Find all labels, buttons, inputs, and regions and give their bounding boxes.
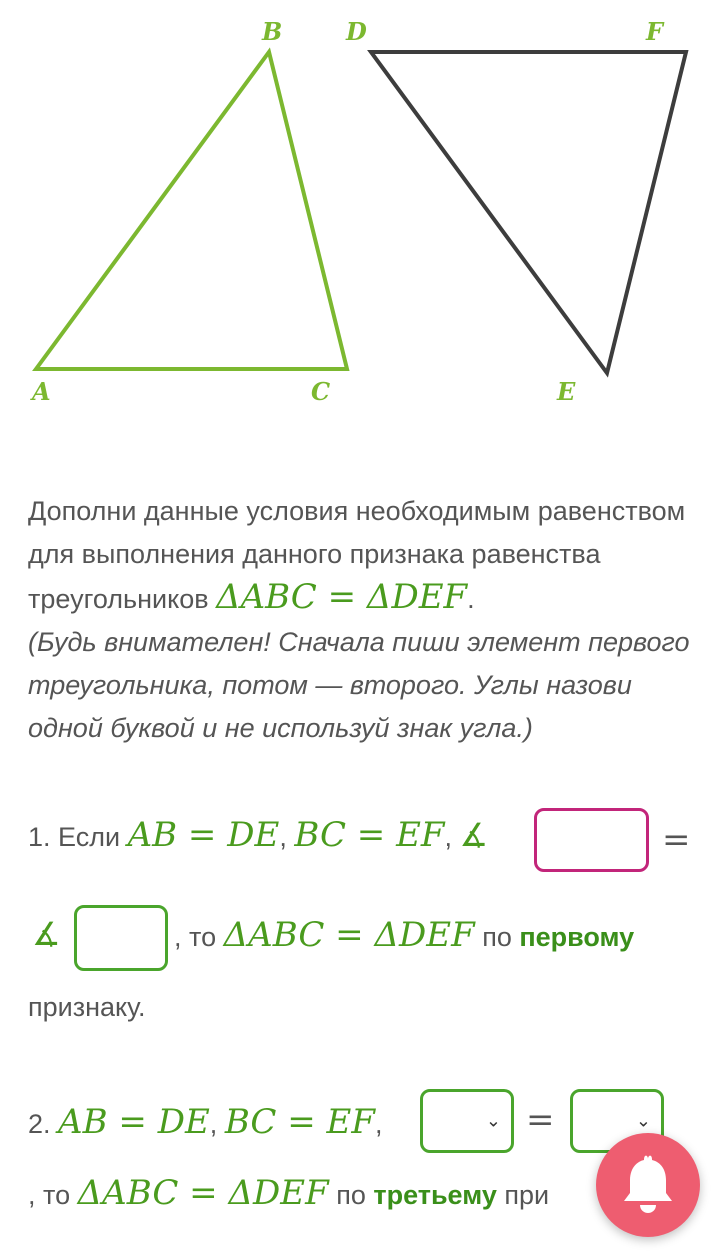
item1-line2 xyxy=(174,915,634,955)
triangle-abc xyxy=(36,52,347,369)
task-period: . xyxy=(467,584,475,614)
first-criterion-link[interactable]: первому xyxy=(519,922,635,952)
item2-tail: при xyxy=(504,1180,550,1210)
angle-icon: ∡ xyxy=(459,817,489,853)
task-formula: ΔABC = ΔDEF xyxy=(216,577,468,617)
item2-comma1: , xyxy=(209,1109,218,1139)
chevron-down-icon: ⌄ xyxy=(485,1110,501,1131)
angle-icon-2: ∡ xyxy=(32,916,61,952)
item1-formula: ΔABC = ΔDEF xyxy=(223,915,475,955)
label-f: F xyxy=(646,17,664,46)
item1-po: по xyxy=(482,922,512,952)
triangles-diagram xyxy=(0,0,720,440)
item1-equals: = xyxy=(662,820,691,860)
angle-input-1[interactable] xyxy=(534,808,649,872)
label-c: C xyxy=(311,377,331,406)
item2-equals: = xyxy=(526,1100,555,1140)
item2-prefix: 2. xyxy=(28,1109,51,1139)
label-a: A xyxy=(32,377,51,406)
item1-line1 xyxy=(28,815,488,855)
item2-line1 xyxy=(28,1102,382,1142)
item1-comma2: , xyxy=(444,822,453,852)
chevron-down-icon: ⌄ xyxy=(635,1110,651,1131)
bell-icon xyxy=(618,1153,678,1217)
item2-comma2: , xyxy=(374,1109,383,1139)
element-select-1[interactable] xyxy=(420,1089,514,1153)
item2-eq1: AB = DE xyxy=(58,1102,210,1142)
task-note: (Будь внимателен! Сначала пиши элемент первого треугольника, потом — второго. Углы назови одной буквой и не используй знак угла.) xyxy=(28,627,690,743)
task-text: Дополни данные условия необходимым равенством для выполнения данного признака равенства треугольников xyxy=(28,496,686,614)
item1-eq1: AB = DE xyxy=(127,815,280,855)
item2-line2 xyxy=(28,1173,549,1213)
label-e: E xyxy=(557,377,576,406)
item2-po: по xyxy=(336,1180,366,1210)
item1-tail: признаку. xyxy=(28,992,146,1022)
item2-formula: ΔABC = ΔDEF xyxy=(77,1173,329,1213)
item1-then: , то xyxy=(174,922,217,952)
triangle-def xyxy=(371,52,686,373)
item1-prefix: 1. Если xyxy=(28,822,121,852)
third-criterion-link[interactable]: третьему xyxy=(373,1180,497,1210)
angle-input-2[interactable] xyxy=(74,905,168,971)
item1-eq2: BC = EF xyxy=(294,815,445,855)
item2-eq2: BC = EF xyxy=(224,1102,375,1142)
label-b: B xyxy=(262,17,283,46)
item2-then: , то xyxy=(28,1180,71,1210)
task-description xyxy=(28,490,698,750)
item1-comma1: , xyxy=(279,822,287,852)
label-d: D xyxy=(346,17,367,46)
notification-bell-button[interactable] xyxy=(596,1133,700,1237)
